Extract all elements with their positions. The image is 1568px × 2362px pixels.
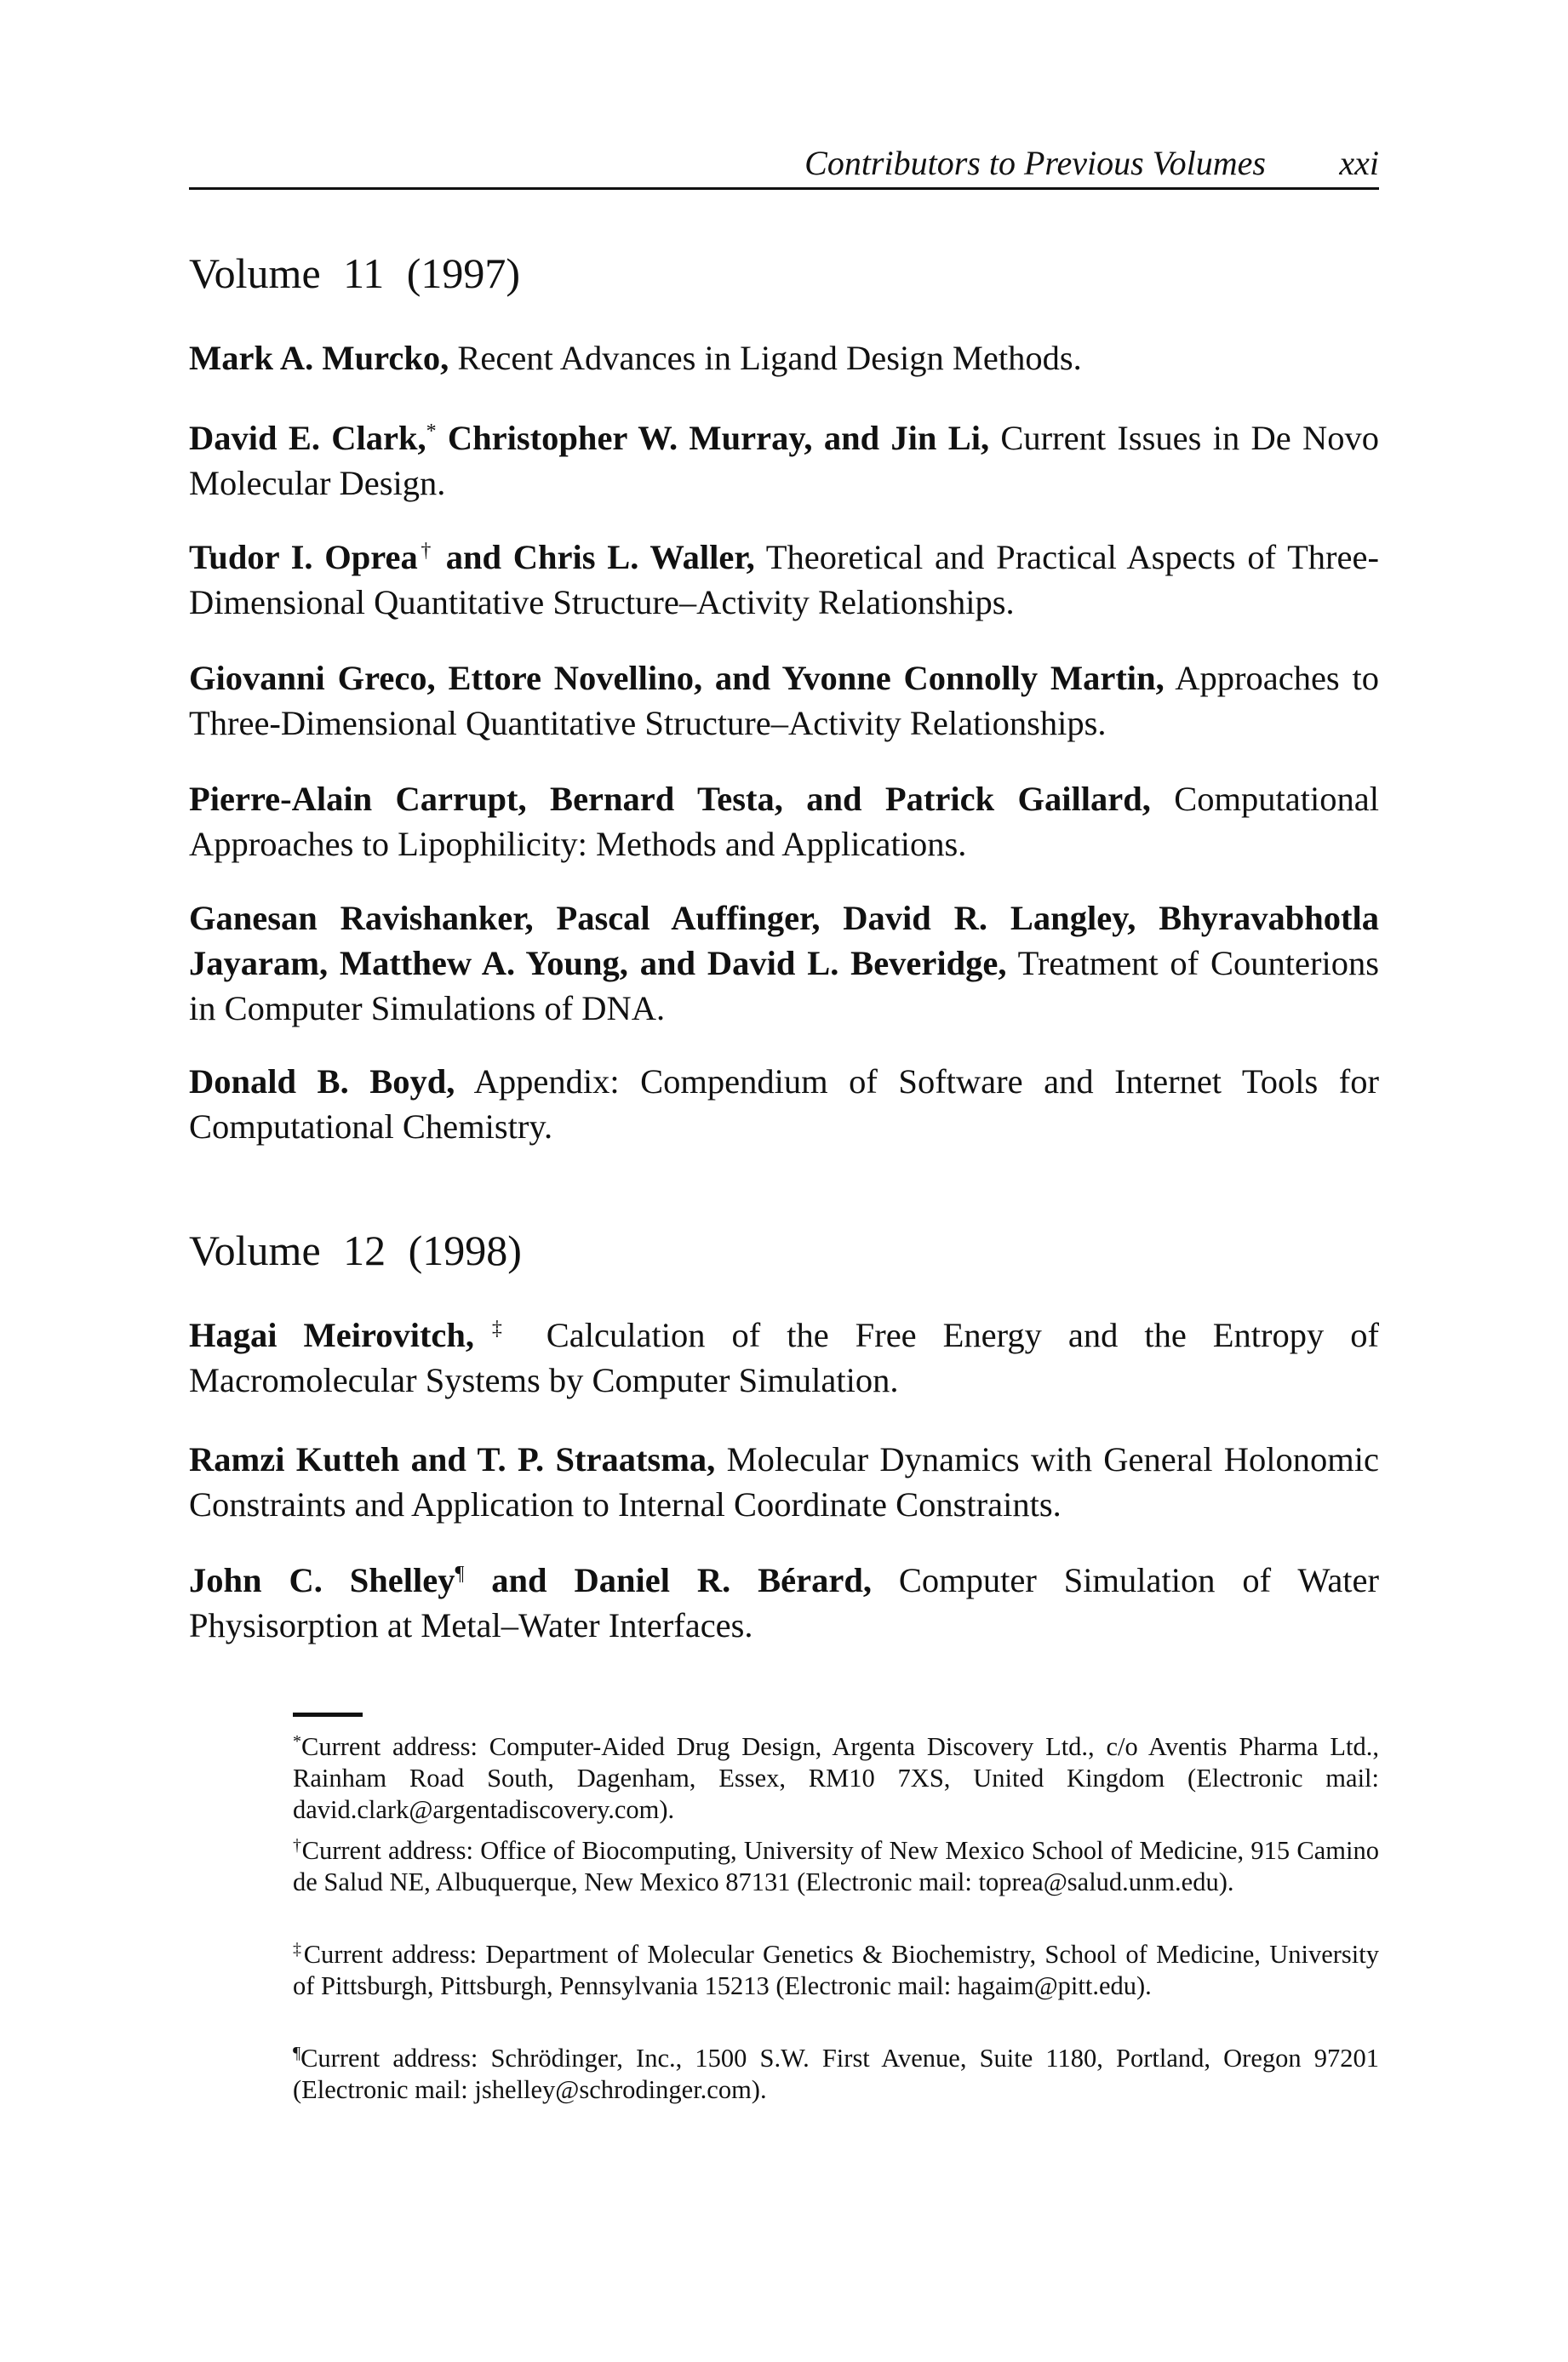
entry-authors: Mark A. Murcko,	[189, 339, 449, 377]
footnote	[293, 1731, 1379, 1826]
footnote	[293, 1835, 1379, 1898]
entry-authors-cont: Christopher W. Murray, and Jin Li,	[436, 419, 990, 457]
footnote-text: Current address: Department of Molecular Genetics & Biochemistry, School of Medicine, University of Pittsburgh, Pittsburgh, Pennsylvania 15213 (Electronic mail: hagaim@pitt.edu).	[293, 1940, 1379, 2000]
entry-authors-cont: and Daniel R. Bérard,	[464, 1561, 872, 1599]
contributor-entry	[189, 895, 1379, 1031]
entry-title: Calculation of the Free Energy and the Entropy of Macromolecular Systems by Computer Simulation.	[189, 1316, 1379, 1399]
footnote	[293, 1939, 1379, 2002]
contributor-entry	[189, 776, 1379, 866]
contributor-entry	[189, 415, 1379, 506]
footnote-ref: †	[417, 540, 434, 562]
entry-authors: Pierre-Alain Carrupt, Bernard Testa, and Patrick Gaillard,	[189, 780, 1151, 818]
entry-title: Current Issues in De Novo Molecular Design.	[189, 419, 1380, 502]
footnote-mark: ‡	[293, 1940, 304, 1959]
contributor-entry	[189, 655, 1379, 746]
contributor-entry	[189, 335, 1379, 380]
contributor-entry	[189, 535, 1379, 625]
footnote-mark: ¶	[293, 2044, 301, 2062]
contributor-entry	[189, 1558, 1379, 1648]
footnote-ref: ¶	[455, 1563, 465, 1585]
entry-authors: Hagai Meirovitch,	[189, 1316, 475, 1354]
running-head	[189, 143, 1379, 190]
footnote-mark: †	[293, 1836, 302, 1855]
footnote-text: Current address: Schrödinger, Inc., 1500 S.W. First Avenue, Suite 1180, Portland, Oregon 97201 (Electronic mail: jshelley@schrodinger.com).	[293, 2044, 1379, 2104]
entry-authors: Ganesan Ravishanker, Pascal Auffinger, David R. Langley, Bhyravabhotla Jayaram, Matthew A. Young, and David L. Beveridge,	[189, 899, 1379, 982]
entry-authors-cont: and Chris L. Waller,	[433, 538, 755, 576]
entry-authors: Donald B. Boyd,	[189, 1062, 455, 1101]
volume-heading: Volume 12 (1998)	[189, 1227, 522, 1274]
entry-title: Computational Approaches to Lipophilicity: Methods and Applications.	[189, 780, 1380, 863]
entry-title: Treatment of Counterions in Computer Simulations of DNA.	[189, 944, 1379, 1027]
footnote-text: Current address: Computer-Aided Drug Design, Argenta Discovery Ltd., c/o Aventis Pharma Ltd., Rainham Road South, Dagenham, Essex, RM10 7XS, United Kingdom (Electronic mail: david.clark@argentadiscovery.com).	[293, 1732, 1379, 1824]
entry-authors: Giovanni Greco, Ettore Novellino, and Yvonne Connolly Martin,	[189, 659, 1165, 697]
page-number: xxi	[1339, 144, 1379, 182]
contributor-entry	[189, 1059, 1379, 1149]
contributor-entry	[189, 1437, 1379, 1527]
footnote-ref: *	[426, 420, 437, 443]
entry-authors: Tudor I. Oprea	[189, 538, 418, 576]
footnote-ref: ‡	[474, 1318, 520, 1340]
entry-title: Molecular Dynamics with General Holonomic Constraints and Application to Internal Coordinate Constraints.	[189, 1440, 1380, 1524]
volume-heading: Volume 11 (1997)	[189, 249, 521, 297]
entry-title: Appendix: Compendium of Software and Internet Tools for Computational Chemistry.	[189, 1062, 1380, 1146]
footnote	[293, 2043, 1379, 2106]
entry-authors: David E. Clark,	[189, 419, 426, 457]
footnote-text: Current address: Office of Biocomputing, University of New Mexico School of Medicine, 915 Camino de Salud NE, Albuquerque, New Mexico 87131 (Electronic mail: toprea@salud.unm.edu).	[293, 1836, 1379, 1896]
footnote-mark: *	[293, 1732, 301, 1751]
entry-title: Theoretical and Practical Aspects of Three-Dimensional Quantitative Structure–Activity Relationships.	[189, 538, 1379, 621]
contributor-entry	[189, 1313, 1379, 1403]
entry-authors: Ramzi Kutteh and T. P. Straatsma,	[189, 1440, 716, 1478]
entry-title: Recent Advances in Ligand Design Methods.	[449, 339, 1082, 377]
entry-title: Computer Simulation of Water Physisorption at Metal–Water Interfaces.	[189, 1561, 1380, 1644]
entry-title: Approaches to Three-Dimensional Quantitative Structure–Activity Relationships.	[189, 659, 1379, 742]
entry-authors: John C. Shelley	[189, 1561, 455, 1599]
running-head-title: Contributors to Previous Volumes	[804, 144, 1266, 182]
footnote-rule	[293, 1713, 363, 1717]
